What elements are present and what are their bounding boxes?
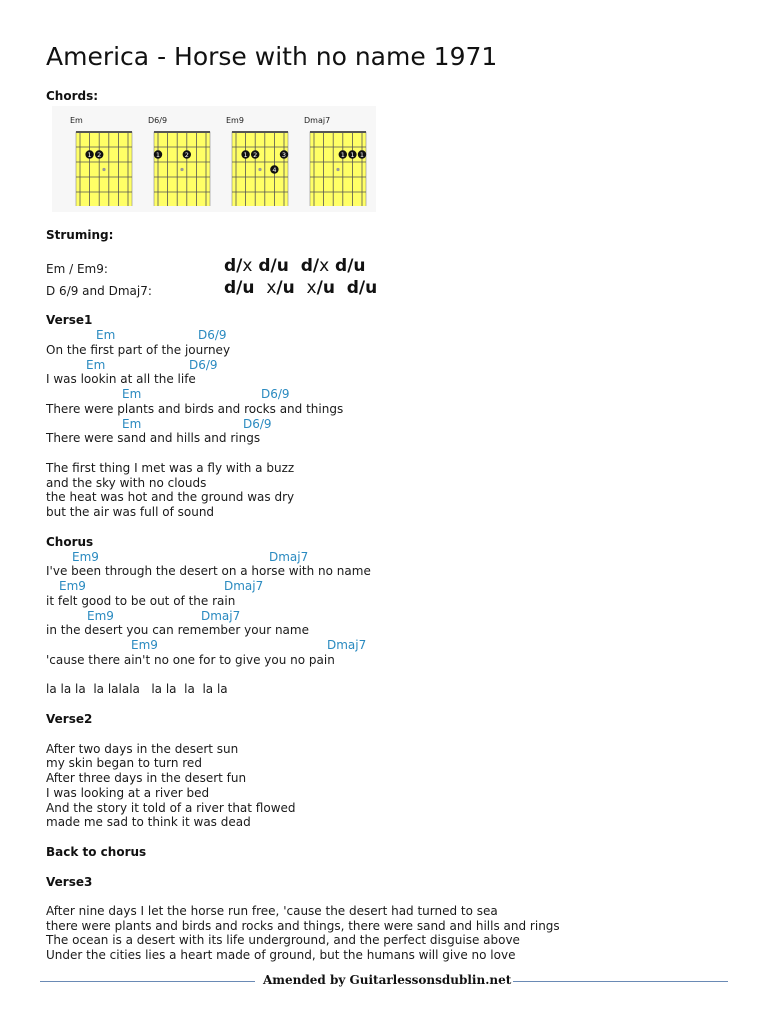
back-to-chorus: Back to chorus bbox=[46, 845, 147, 859]
chord-label: Em bbox=[122, 417, 142, 431]
strum-token: d/u bbox=[224, 278, 267, 298]
chord-diagrams bbox=[52, 106, 376, 212]
finger-label: 2 bbox=[184, 150, 189, 159]
lyric-line: Under the cities lies a heart made of ground, but the humans will give no love bbox=[46, 948, 516, 962]
chord-label: Em9 bbox=[72, 550, 99, 564]
lyric-line: And the story it told of a river that flowed bbox=[46, 801, 296, 815]
lyric-line: After nine days I let the horse run free, 'cause the desert had turned to sea bbox=[46, 904, 498, 918]
chord-label: Dmaj7 bbox=[327, 638, 367, 652]
finger-label: 2 bbox=[97, 150, 102, 159]
finger-label: 1 bbox=[155, 150, 161, 159]
lyric-line: After two days in the desert sun bbox=[46, 742, 239, 756]
strum-token: /u bbox=[276, 278, 307, 298]
finger-label: 1 bbox=[340, 150, 345, 159]
em-fretboard bbox=[64, 116, 134, 206]
footer-credit: Amended by Guitarlessonsdublin.net bbox=[263, 973, 512, 987]
finger-label: 1 bbox=[87, 150, 92, 159]
strum-token: x bbox=[306, 278, 317, 298]
lyric-line: the heat was hot and the ground was dry bbox=[46, 490, 295, 504]
fret-marker bbox=[336, 168, 339, 171]
chord-diagram-name: Dmaj7 bbox=[304, 116, 331, 125]
strum-token: /u d/u bbox=[316, 278, 378, 298]
lyric-line: it felt good to be out of the rain bbox=[46, 594, 236, 608]
lyric-line: I was looking at a river bed bbox=[46, 786, 210, 800]
strum-token: d/u bbox=[329, 256, 366, 276]
finger-label: 2 bbox=[253, 150, 258, 159]
lyric-line: On the first part of the journey bbox=[46, 343, 231, 357]
chorus-header: Chorus bbox=[46, 535, 94, 549]
fret-marker bbox=[180, 168, 183, 171]
lyric-line: in the desert you can remember your name bbox=[46, 623, 309, 637]
em9-fretboard bbox=[220, 116, 290, 206]
chord-label: D6/9 bbox=[198, 328, 227, 342]
chords-header: Chords: bbox=[46, 89, 99, 103]
chord-diagram-em bbox=[64, 116, 134, 210]
lyric-line: and the sky with no clouds bbox=[46, 476, 207, 490]
lyric-line: The first thing I met was a fly with a buzz bbox=[46, 461, 295, 475]
footer-rule-right bbox=[513, 981, 728, 982]
lyric-line: I've been through the desert on a horse with no name bbox=[46, 564, 371, 578]
fret-marker bbox=[102, 168, 105, 171]
lala-line: la la la la lalala la la la la la bbox=[46, 682, 228, 696]
lyric-line: but the air was full of sound bbox=[46, 505, 215, 519]
verse1-header: Verse1 bbox=[46, 313, 93, 327]
dmaj7-fretboard bbox=[298, 116, 368, 206]
strum-row1-pattern bbox=[224, 256, 366, 276]
chord-label: D6/9 bbox=[261, 387, 290, 401]
lyric-line: The ocean is a desert with its life underground, and the perfect disguise above bbox=[46, 933, 520, 947]
chord-label: Em bbox=[122, 387, 142, 401]
chord-label: Em bbox=[96, 328, 116, 342]
chord-label: Em bbox=[86, 358, 106, 372]
chord-diagram-d69 bbox=[142, 116, 212, 210]
lyric-line: 'cause there ain't no one for to give you no pain bbox=[46, 653, 335, 667]
chord-diagram-name: Em9 bbox=[226, 116, 244, 125]
chord-label: Dmaj7 bbox=[201, 609, 241, 623]
strumming-header: Struming: bbox=[46, 228, 114, 242]
chord-label: D6/9 bbox=[243, 417, 272, 431]
finger-label: 4 bbox=[272, 165, 277, 174]
chord-label: Em9 bbox=[131, 638, 158, 652]
d69-fretboard bbox=[142, 116, 212, 206]
strum-row1-label: Em / Em9: bbox=[46, 262, 108, 276]
lyric-line: I was lookin at all the life bbox=[46, 372, 196, 386]
strum-token: d/ bbox=[224, 256, 243, 276]
finger-label: 1 bbox=[243, 150, 248, 159]
chord-label: D6/9 bbox=[189, 358, 218, 372]
fret-marker bbox=[258, 168, 261, 171]
strum-row2-pattern bbox=[224, 278, 377, 298]
verse3-header: Verse3 bbox=[46, 875, 93, 889]
chord-label: Dmaj7 bbox=[224, 579, 264, 593]
chord-diagram-em9 bbox=[220, 116, 290, 210]
finger-label: 3 bbox=[281, 150, 287, 159]
strum-token: x bbox=[242, 256, 253, 276]
chord-diagram-name: D6/9 bbox=[148, 116, 168, 125]
strum-token: d/u d/ bbox=[252, 256, 320, 276]
strum-token: x bbox=[319, 256, 330, 276]
strum-row2-label: D 6/9 and Dmaj7: bbox=[46, 284, 152, 298]
footer-rule-left bbox=[40, 981, 255, 982]
chord-label: Em9 bbox=[59, 579, 86, 593]
lyric-line: There were plants and birds and rocks and things bbox=[46, 402, 344, 416]
chord-label: Dmaj7 bbox=[269, 550, 309, 564]
chord-diagram-name: Em bbox=[70, 116, 83, 125]
lyric-line: there were plants and birds and rocks and things, there were sand and hills and rings bbox=[46, 919, 560, 933]
chord-diagram-dmaj7 bbox=[298, 116, 368, 210]
lyric-line: made me sad to think it was dead bbox=[46, 815, 251, 829]
verse2-header: Verse2 bbox=[46, 712, 93, 726]
strum-token: x bbox=[266, 278, 277, 298]
lyric-line: There were sand and hills and rings bbox=[46, 431, 261, 445]
chord-label: Em9 bbox=[87, 609, 114, 623]
lyric-line: my skin began to turn red bbox=[46, 756, 202, 770]
lyric-line: After three days in the desert fun bbox=[46, 771, 247, 785]
page-title: America - Horse with no name 1971 bbox=[46, 42, 498, 71]
finger-label: 1 bbox=[350, 150, 355, 159]
finger-label: 1 bbox=[359, 150, 365, 159]
